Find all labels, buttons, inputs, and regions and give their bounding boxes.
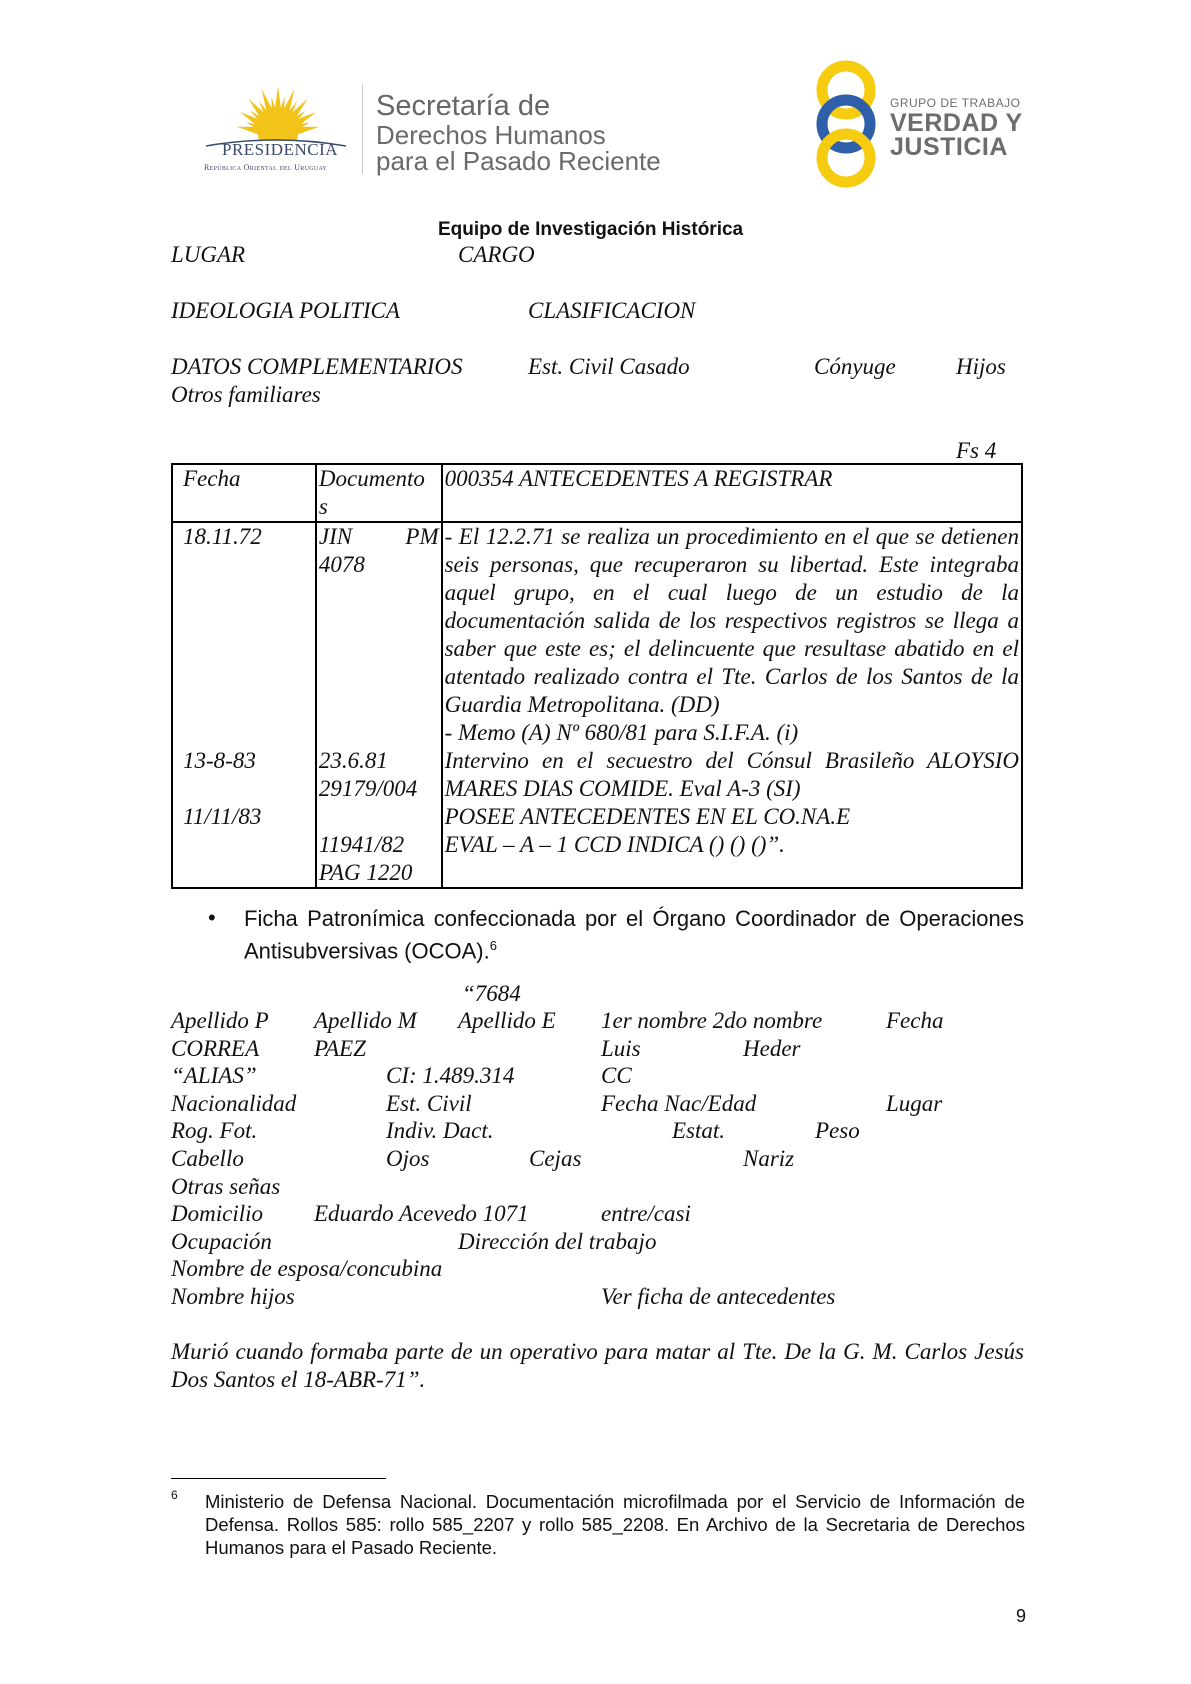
fecha-label: Fecha <box>886 1008 944 1033</box>
segundo-nombre-value: Heder <box>743 1036 801 1061</box>
antecedentes-table <box>171 463 1023 889</box>
secretaria-line3: para el Pasado Reciente <box>376 146 661 176</box>
domicilio-value: Eduardo Acevedo 1071 <box>314 1201 529 1226</box>
conyuge-label: Cónyuge <box>814 354 896 379</box>
est-civil-value: Est. Civil Casado <box>528 354 690 379</box>
nombre-hijos-label: Nombre hijos <box>171 1284 295 1309</box>
gvj-line2: VERDAD Y <box>890 109 1023 137</box>
direccion-trabajo-label: Dirección del trabajo <box>458 1229 657 1254</box>
ver-ficha-label: Ver ficha de antecedentes <box>601 1284 836 1309</box>
lugar-label-2: Lugar <box>886 1091 943 1116</box>
footnote-separator <box>171 1478 386 1479</box>
apellido-p-value: CORREA <box>171 1036 260 1061</box>
apellido-e-label: Apellido E <box>458 1008 556 1033</box>
footnote-text: Ministerio de Defensa Nacional. Documentación microfilmada por el Servicio de Información de Defensa. Rollos 585: rollo 585_2207 y rollo 585_2208. En Archivo de la Secretaria de Derechos Humanos para el Pasado Reciente. <box>205 1491 1025 1558</box>
datos-complementarios-label: DATOS COMPLEMENTARIOS <box>171 354 463 379</box>
bullet-text: Ficha Patronímica confeccionada por el Órgano Coordinador de Operaciones Antisubversivas (OCOA).$^6$ <box>244 906 1024 964</box>
ojos-label: Ojos <box>386 1146 430 1171</box>
header-antecedentes: 000354 ANTECEDENTES A REGISTRAR <box>442 464 1022 522</box>
header-documentos: Documento s <box>316 464 442 522</box>
clasificacion-label: CLASIFICACION <box>528 298 696 323</box>
footnote-ref: 6 <box>489 938 497 953</box>
murio-paragraph: Murió cuando formaba parte de un operativo para matar al Tte. De la G. M. Carlos Jesús Dos Santos el 18-ABR-71”. <box>171 1339 1024 1392</box>
alias-label: “ALIAS” <box>171 1063 257 1088</box>
presidencia-sub: República Oriental del Uruguay <box>204 163 328 172</box>
domicilio-label: Domicilio <box>171 1201 263 1226</box>
gvj-line3: JUSTICIA <box>890 133 1008 161</box>
apellido-m-value: PAEZ <box>314 1036 366 1061</box>
ficha-number: “7684 <box>462 981 521 1006</box>
esposa-label: Nombre de esposa/concubina <box>171 1256 443 1281</box>
header-divider <box>362 84 363 174</box>
fs-label: Fs 4 <box>956 438 997 463</box>
section-title: Equipo de Investigación Histórica <box>438 219 744 240</box>
otras-senas-label: Otras señas <box>171 1174 281 1199</box>
table-row <box>172 522 1022 888</box>
entre-casi-label: entre/casi <box>601 1201 691 1226</box>
indiv-dact-label: Indiv. Dact. <box>386 1118 494 1143</box>
gvj-line1: GRUPO DE TRABAJO <box>890 96 1021 110</box>
lugar-label: LUGAR <box>171 242 246 267</box>
nacionalidad-label: Nacionalidad <box>171 1091 297 1116</box>
secretaria-line1: Secretaría de <box>376 90 551 122</box>
ideologia-label: IDEOLOGIA POLITICA <box>171 298 400 323</box>
rog-fot-label: Rog. Fot. <box>171 1118 258 1143</box>
otros-familiares-label: Otros familiares <box>171 382 321 407</box>
fechas-cell: 18.11.72 13-8-83 11/11/83 <box>172 522 316 888</box>
peso-label: Peso <box>815 1118 860 1143</box>
antecedentes-cell: - El 12.2.71 se realiza un procedimiento en el que se detienen seis personas, que recuperaron su libertad. Este integraba aquel grupo, en el cual luego de un estudio de la documentación salida de los respectivos registros se llega a saber que este es; el delincuente que resultase abatido en el atentado realizado contra el Tte. Carlos de los Santos de la Guardia Metropolitana. (DD) - Memo (A) Nº 680/81 para S.I.F.A. (i) Intervino en el secuestro del Cónsul Brasileño ALOYSIO MARES DIAS COMIDE. Eval A-3 (SI) POSEE ANTECEDENTES EN EL CO.NA.E EVAL – A – 1 CCD INDICA () () ()”. <box>442 522 1022 888</box>
secretaria-line2: Derechos Humanos <box>376 120 606 150</box>
presidencia-logo <box>196 82 356 174</box>
ci-value: CI: 1.489.314 <box>386 1063 515 1088</box>
presidencia-label: PRESIDENCIA <box>222 140 339 159</box>
cargo-label: CARGO <box>458 242 535 267</box>
fecha-nac-label: Fecha Nac/Edad <box>601 1091 757 1116</box>
ocupacion-label: Ocupación <box>171 1229 272 1254</box>
verdad-justicia-rings-icon <box>812 60 882 190</box>
apellido-p-label: Apellido P <box>171 1008 269 1033</box>
nariz-label: Nariz <box>743 1146 795 1171</box>
hijos-label: Hijos <box>956 354 1006 379</box>
cejas-label: Cejas <box>529 1146 582 1171</box>
cabello-label: Cabello <box>171 1146 244 1171</box>
bullet-dot: • <box>208 905 216 930</box>
primer-nombre-value: Luis <box>601 1036 641 1061</box>
apellido-m-label: Apellido M <box>314 1008 417 1033</box>
footnote-number: 6 <box>171 1488 178 1502</box>
header-fecha: Fecha <box>172 464 316 522</box>
documentos-cell: JIN PM 4078 23.6.81 29179/004 11941/82 PAG 1220 <box>316 522 442 888</box>
estat-label: Estat. <box>672 1118 726 1143</box>
cc-label: CC <box>601 1063 632 1088</box>
est-civil-label: Est. Civil <box>386 1091 472 1116</box>
table-header-row <box>172 464 1022 522</box>
page-number: 9 <box>1016 1606 1027 1626</box>
nombres-label: 1er nombre 2do nombre <box>601 1008 823 1033</box>
